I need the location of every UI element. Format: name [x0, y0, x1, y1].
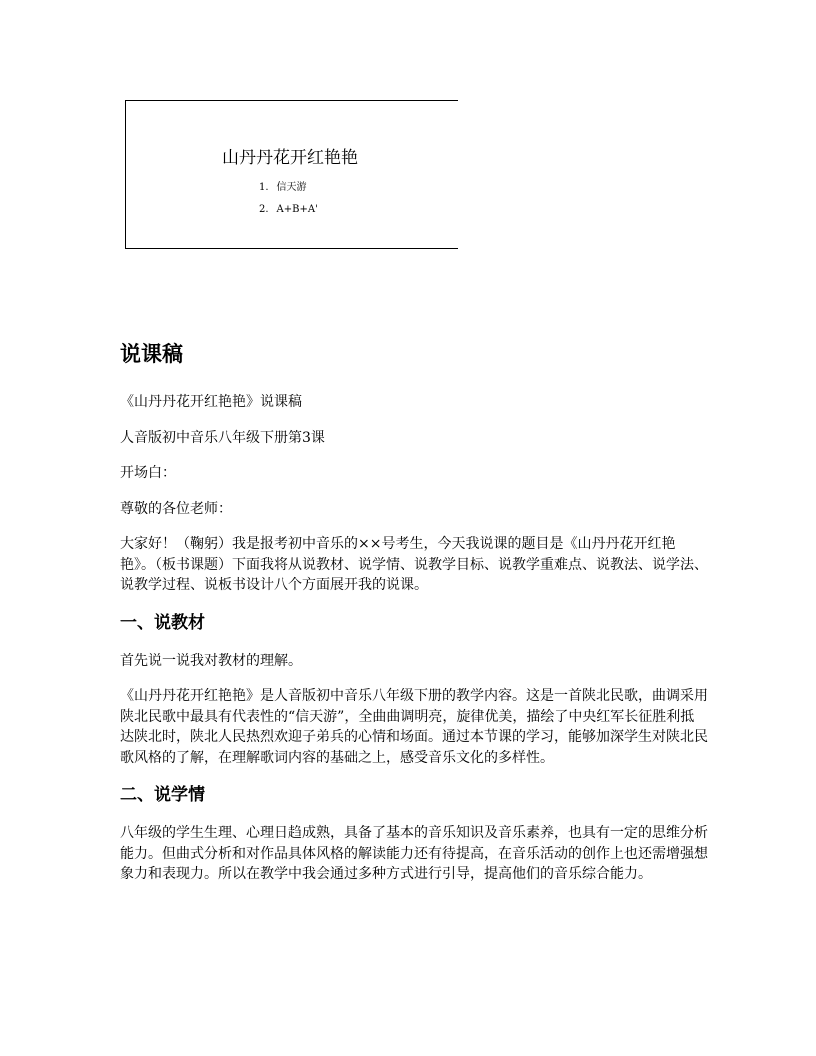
- slide-list-item: [259, 178, 307, 193]
- slide-title: 山丹丹花开红艳艳: [222, 148, 358, 168]
- paragraph: 首先说一说我对教材的理解。: [120, 652, 302, 669]
- slide-item-number: 2.: [259, 204, 269, 215]
- paragraph: 《山丹丹花开红艳艳》是人音版初中音乐八年级下册的教学内容。这是一首陕北民歌，曲调采用陕北民歌中最具有代表性的“信天游”，全曲曲调明亮，旋律优美，描绘了中央红军长征胜利抵达陕北时，陕北人民热烈欢迎子弟兵的心情和场面。通过本节课的学习，能够加深学生对陕北民歌风格的了解，在理解歌词内容的基础之上，感受音乐文化的多样性。: [120, 688, 708, 766]
- slide-item-number: 1.: [259, 182, 269, 193]
- slide-item-text: A+B+A': [276, 204, 318, 215]
- section-heading-materials: 一、说教材: [120, 612, 205, 633]
- textbook-info: 人音版初中音乐八年级下册第3课: [120, 429, 325, 446]
- opening-label: 开场白：: [120, 465, 176, 481]
- document-body: [120, 338, 708, 900]
- section-heading-students: 二、说学情: [120, 785, 205, 805]
- slide-thumbnail: [125, 100, 458, 249]
- slide-item-text: 信天游: [276, 182, 307, 193]
- lesson-title: 《山丹丹花开红艳艳》说课稿: [120, 394, 302, 410]
- intro-paragraph: 大家好！（鞠躬）我是报考初中音乐的××号考生，今天我说课的题目是《山丹丹花开红艳艳》。（板书课题）下面我将从说教材、说学情、说教学目标、说教学重难点、说教法、说学法、说教学过程、说板书设计八个方面展开我的说课。: [120, 536, 708, 593]
- greeting: 尊敬的各位老师：: [120, 500, 232, 517]
- slide-list-item: [259, 204, 318, 215]
- document-heading: 说课稿: [120, 342, 183, 366]
- paragraph: 八年级的学生生理、心理日趋成熟，具备了基本的音乐知识及音乐素养，也具有一定的思维分析能力。但曲式分析和对作品具体风格的解读能力还有待提高，在音乐活动的创作上也还需增强想象力和表现力。所以在教学中我会通过多种方式进行引导，提高他们的音乐综合能力。: [120, 825, 708, 882]
